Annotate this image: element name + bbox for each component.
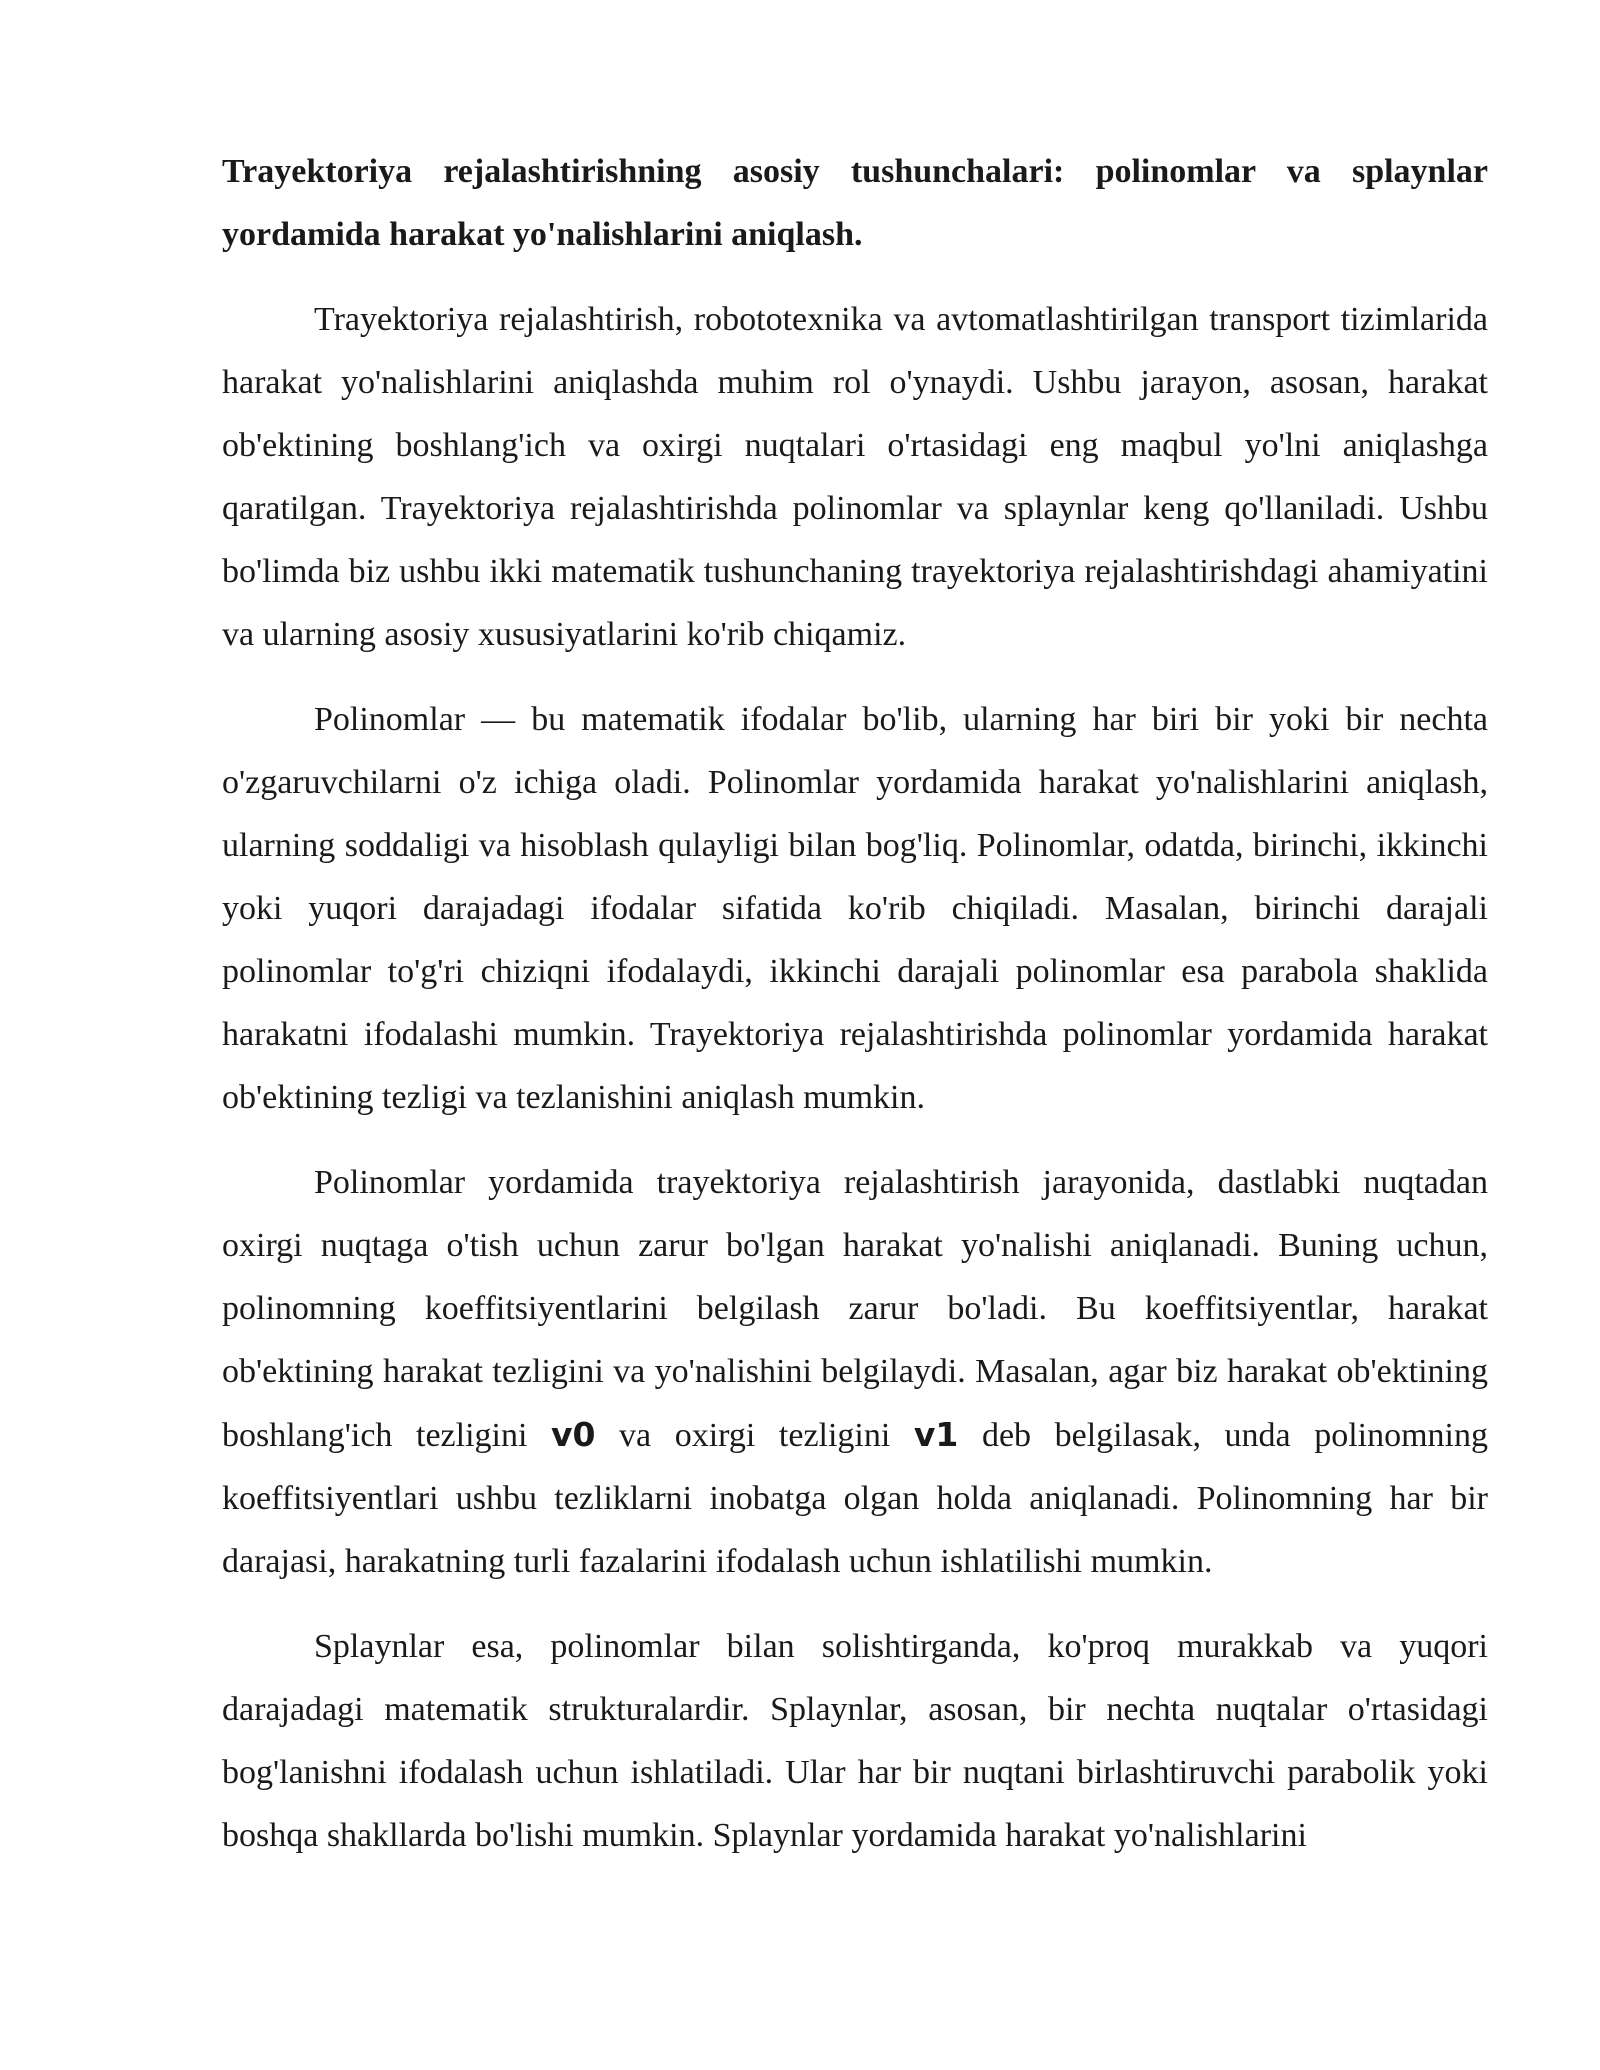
variable-v0: v0 (551, 1415, 596, 1454)
paragraph-velocity (222, 1151, 1488, 1593)
paragraph-intro: Trayektoriya rejalashtirish, robototexnika va avtomatlashtirilgan transport tizimlarida harakat yo'nalishlarini aniqlashda muhim rol o'ynaydi. Ushbu jarayon, asosan, harakat ob'ektining boshlang'ich va oxirgi nuqtalari o'rtasidagi eng maqbul yo'lni aniqlashga qaratilgan. Trayektoriya rejalashtirishda polinomlar va splaynlar keng qo'llaniladi. Ushbu bo'limda biz ushbu ikki matematik tushunchaning trayektoriya rejalashtirishdagi ahamiyatini va ularning asosiy xususiyatlarini ko'rib chiqamiz. (222, 301, 1488, 653)
document-body (222, 140, 1488, 1889)
paragraph-splines: Splaynlar esa, polinomlar bilan solishtirganda, ko'proq murakkab va yuqori darajadagi matematik strukturalardir. Splaynlar, asosan, bir nechta nuqtalar o'rtasidagi bog'lanishni ifodalash uchun ishlatiladi. Ular har bir nuqtani birlashtiruvchi parabolik yoki boshqa shakllarda bo'lishi mumkin. Splaynlar yordamida harakat yo'nalishlarini (222, 1628, 1488, 1854)
paragraph-velocity-text-3: deb belgilasak, unda polinomning koeffitsiyentlari ushbu tezliklarni inobatga olgan holda aniqlanadi. Polinomning har bir darajasi, harakatning turli fazalarini ifodalash uchun ishlatilishi mumkin. (222, 1417, 1488, 1580)
variable-v1: v1 (913, 1415, 959, 1454)
section-title: Trayektoriya rejalashtirishning asosiy tushunchalari: polinomlar va splaynlar yordamida harakat yo'nalishlarini aniqlash. (222, 153, 1488, 253)
paragraph-velocity-text-2: va oxirgi tezligini (595, 1417, 914, 1454)
paragraph-velocity-text-1: Polinomlar yordamida trayektoriya rejalashtirish jarayonida, dastlabki nuqtadan oxirgi nuqtaga o'tish uchun zarur bo'lgan harakat yo'nalishi aniqlanadi. Buning uchun, polinomning koeffitsiyentlarini belgilash zarur bo'ladi. Bu koeffitsiyentlar, harakat ob'ektining harakat tezligini va yo'nalishini belgilaydi. Masalan, agar biz harakat ob'ektining boshlang'ich tezligini (222, 1164, 1488, 1454)
paragraph-polynomials: Polinomlar — bu matematik ifodalar bo'lib, ularning har biri bir yoki bir nechta o'zgaruvchilarni o'z ichiga oladi. Polinomlar yordamida harakat yo'nalishlarini aniqlash, ularning soddaligi va hisoblash qulayligi bilan bog'liq. Polinomlar, odatda, birinchi, ikkinchi yoki yuqori darajadagi ifodalar sifatida ko'rib chiqiladi. Masalan, birinchi darajali polinomlar to'g'ri chiziqni ifodalaydi, ikkinchi darajali polinomlar esa parabola shaklida harakatni ifodalashi mumkin. Trayektoriya rejalashtirishda polinomlar yordamida harakat ob'ektining tezligi va tezlanishini aniqlash mumkin. (222, 701, 1488, 1116)
